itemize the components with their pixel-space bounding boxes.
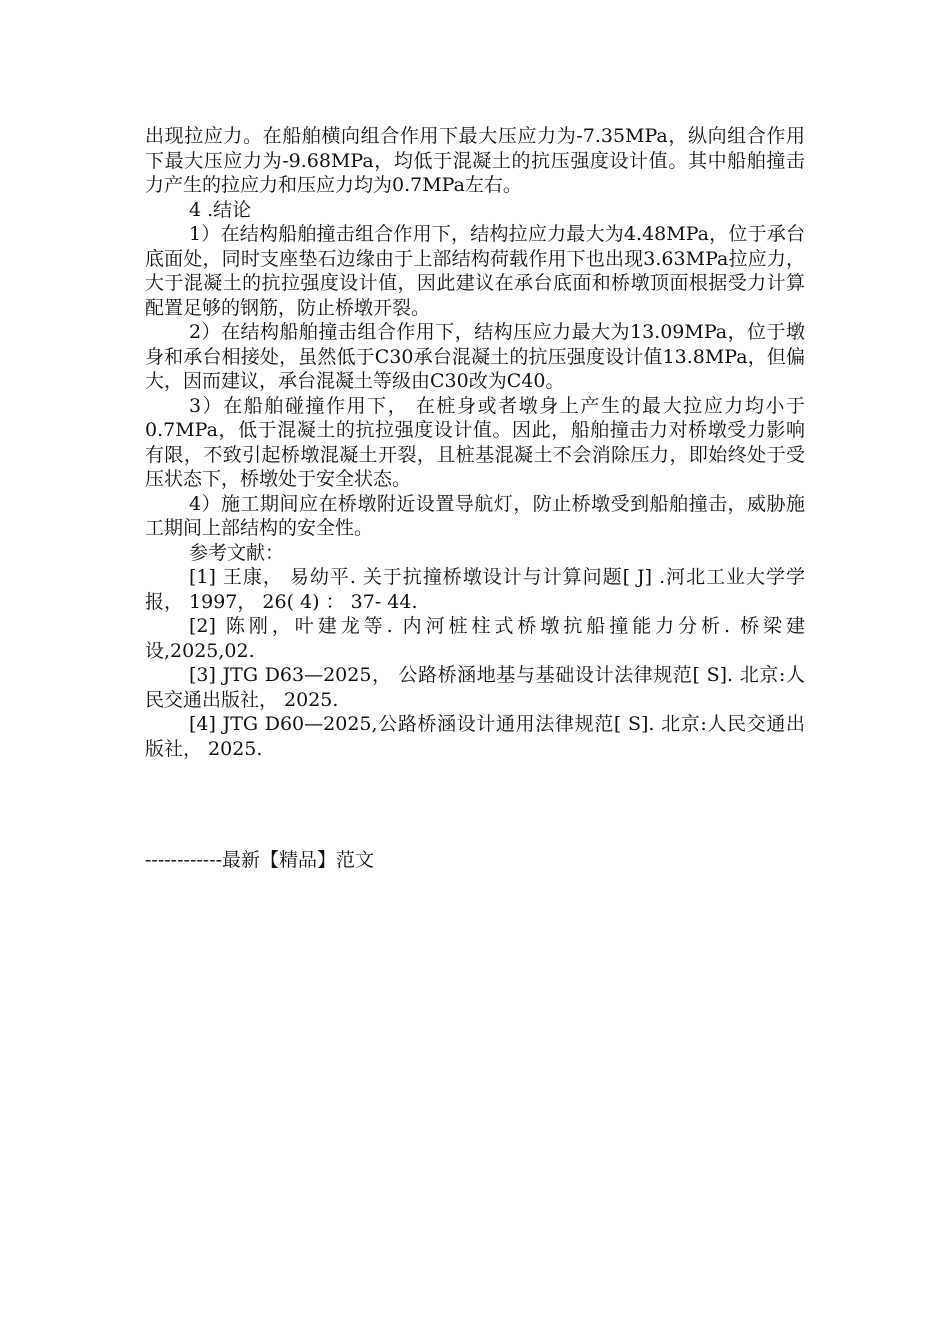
reference-item-2: [2] 陈刚，叶建龙等. 内河桩柱式桥墩抗船撞能力分析. 桥梁建设,2025,02. xyxy=(145,615,805,662)
document-body xyxy=(145,124,805,761)
conclusion-item-2: 2）在结构船舶撞击组合作用下，结构压应力最大为13.09MPa，位于墩身和承台相接处，虽然低于C30承台混凝土的抗压强度设计值13.8MPa，但偏大，因而建议，承台混凝土等级由C30改为C40。 xyxy=(145,321,805,392)
conclusion-item-1: 1）在结构船舶撞击组合作用下，结构拉应力最大为4.48MPa，位于承台底面处，同时支座垫石边缘由于上部结构荷载作用下也出现3.63MPa拉应力，大于混凝土的抗拉强度设计值，因此建议在承台底面和桥墩顶面根据受力计算配置足够的钢筋，防止桥墩开裂。 xyxy=(145,223,805,319)
conclusion-item-3: 3）在船舶碰撞作用下， 在桩身或者墩身上产生的最大拉应力均小于0.7MPa，低于混凝土的抗拉强度设计值。因此，船舶撞击力对桥墩受力影响有限，不致引起桥墩混凝土开裂，且桩基混凝土不会消除压力，即始终处于受压状态下，桥墩处于安全状态。 xyxy=(145,394,805,490)
reference-item-3: [3] JTG D63—2025， 公路桥涵地基与基础设计法律规范[ S]. 北京:人民交通出版社， 2025. xyxy=(145,664,805,711)
references-heading: 参考文献： xyxy=(189,541,285,564)
conclusion-item-4: 4）施工期间应在桥墩附近设置导航灯，防止桥墩受到船舶撞击，威胁施工期间上部结构的安全性。 xyxy=(145,492,805,539)
section-heading-conclusion: 4 .结论 xyxy=(189,198,252,221)
reference-item-1: [1] 王康， 易幼平. 关于抗撞桥墩设计与计算问题[ J] .河北工业大学学报， 1997， 26( 4) ： 37- 44. xyxy=(145,566,805,613)
reference-item-4: [4] JTG D60—2025,公路桥涵设计通用法律规范[ S]. 北京:人民交通出版社， 2025. xyxy=(145,713,805,760)
paragraph-results-continued: 出现拉应力。在船舶横向组合作用下最大压应力为-7.35MPa，纵向组合作用下最大压应力为-9.68MPa，均低于混凝土的抗压强度设计值。其中船舶撞击力产生的拉应力和压应力均为0.7MPa左右。 xyxy=(145,125,805,196)
footer-tagline: ------------最新【精品】范文 xyxy=(145,849,375,871)
